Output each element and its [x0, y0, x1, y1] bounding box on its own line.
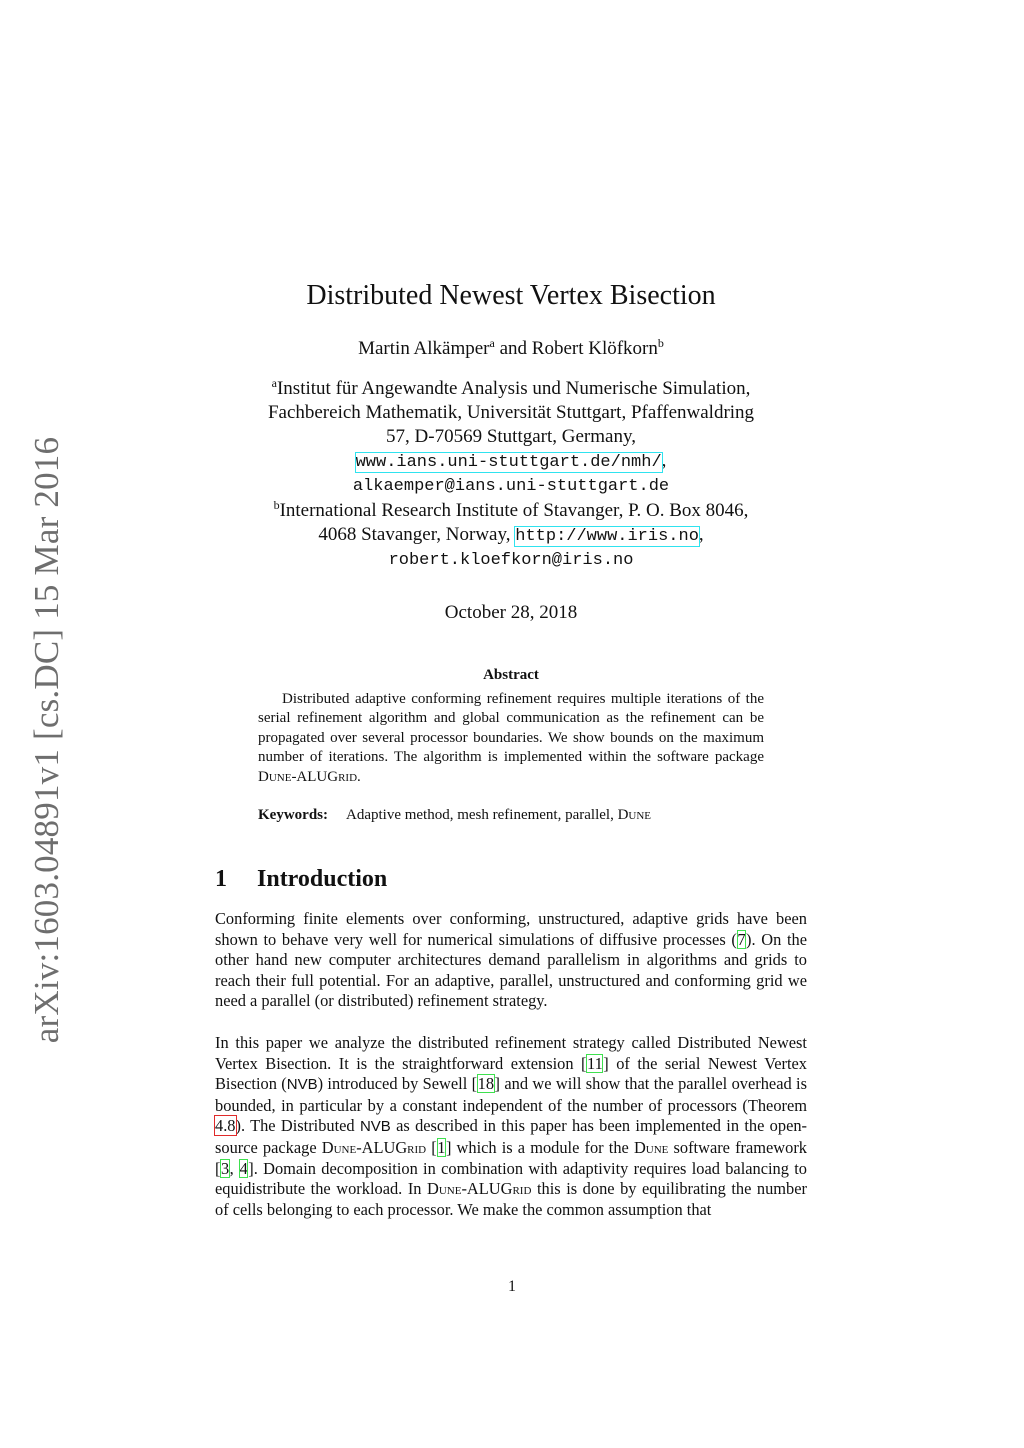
affiliation-a-line: $^a$Institut für Angewandte Analysis und Numerische Simulation, [271, 376, 751, 399]
affiliation-a-url-line: www.ians.uni-stuttgart.de/nmh/, [355, 450, 667, 472]
abstract-text: Distributed adaptive conforming refinement requires multiple iterations of the serial refinement algorithm and global communication as the refinement can be propagated over several processor boundaries. We show bounds on the maximum number of iterations. The algorithm is implemented within the software package Dune-ALUGrid. [258, 691, 764, 785]
keywords-label: Keywords: [258, 807, 328, 823]
affiliation-a-email: alkaemper@ians.uni-stuttgart.de [352, 477, 670, 496]
affiliation-b-line: $^b$International Research Institute of Stavanger, P. O. Box 8046, [273, 498, 749, 521]
author-affiliation-mark: a [489, 336, 495, 350]
arxiv-identifier: arXiv:1603.04891v1 [cs.DC] 15 Mar 2016 [27, 436, 66, 1044]
affiliation-a-line: 57, D-70569 Stuttgart, Germany, [386, 426, 636, 447]
keywords: Keywords: Adaptive method, mesh refinement, parallel, Dune [258, 807, 652, 823]
author-name: Robert Klöfkorn [531, 338, 658, 359]
intro-paragraph-2: In this paper we analyze the distributed refinement strategy called Distributed Newest Vertex Bisection. It is the straightforward extension [11] of the serial Newest Vertex Bisection (NVB) introduced by Sewell [18] and we will show that the parallel overhead is bounded, in particular by a constant independent of the number of processors (Theorem 4.8). The Distributed NVB as described in this paper has been implemented in the open-source package Dune-ALUGrid [1] which is a module for the Dune software framework [3, 4]. Domain decomposition in combination with adaptivity requires load balancing to equidistribute the workload. In Dune-ALUGrid this is done by equilibrating the number of cells belonging to each processor. We make the common assumption that [215, 1033, 808, 1219]
nvb-abbreviation: NVB [359, 1118, 391, 1136]
ians-url-link[interactable]: www.ians.uni-stuttgart.de/nmh/ [355, 453, 662, 472]
framework-name: Dune [633, 1137, 669, 1157]
keyword-dune: Dune [617, 807, 652, 823]
author-affiliation-mark: b [657, 336, 664, 350]
abstract-heading: Abstract [483, 667, 539, 683]
affiliation-b-email: robert.kloefkorn@iris.no [388, 551, 634, 570]
paper-date: October 28, 2018 [444, 602, 578, 623]
citation-link[interactable]: 18 [477, 1074, 495, 1094]
package-name: Dune-ALUGrid [258, 768, 358, 785]
paper-title: Distributed Newest Vertex Bisection [306, 280, 716, 311]
iris-url-link[interactable]: http://www.iris.no [515, 527, 699, 546]
affiliation-mark: b [273, 498, 280, 512]
page-number: 1 [508, 1278, 516, 1295]
section-heading [215, 863, 387, 895]
author-line [215, 336, 807, 362]
citation-link[interactable]: 4 [239, 1158, 248, 1178]
citation-link[interactable]: 7 [737, 929, 746, 949]
intro-paragraph-1: Conforming finite elements over conforming, unstructured, adaptive grids have been shown to behave very well for numerical simulations of diffusive processes (7). On the other hand new computer architectures demand parallelism in algorithms and grids to reach their full potential. For an adaptive, parallel, unstructured and conforming grid we need a parallel (or distributed) refinement strategy. [215, 909, 807, 1011]
affiliation-mark: a [271, 376, 277, 390]
citation-link[interactable]: 11 [586, 1053, 603, 1073]
affiliation-a-line: Fachbereich Mathematik, Universität Stuttgart, Pfaffenwaldring [267, 402, 755, 423]
author-joiner: and [494, 338, 532, 359]
affiliations [215, 377, 807, 573]
citation-link[interactable]: 1 [437, 1137, 446, 1157]
nvb-abbreviation: NVB [286, 1076, 318, 1094]
section-number: 1 [215, 866, 227, 892]
theorem-link[interactable]: 4.8 [215, 1116, 236, 1136]
section-title: Introduction [257, 866, 388, 892]
citation-link[interactable]: 3 [220, 1158, 230, 1178]
package-name: Dune-ALUGrid [427, 1179, 532, 1199]
affiliation-b-url-line: 4068 Stavanger, Norway, http://www.iris.no, [318, 524, 704, 546]
author-name: Martin Alkämper [358, 338, 490, 359]
package-name: Dune-ALUGrid [321, 1137, 427, 1157]
